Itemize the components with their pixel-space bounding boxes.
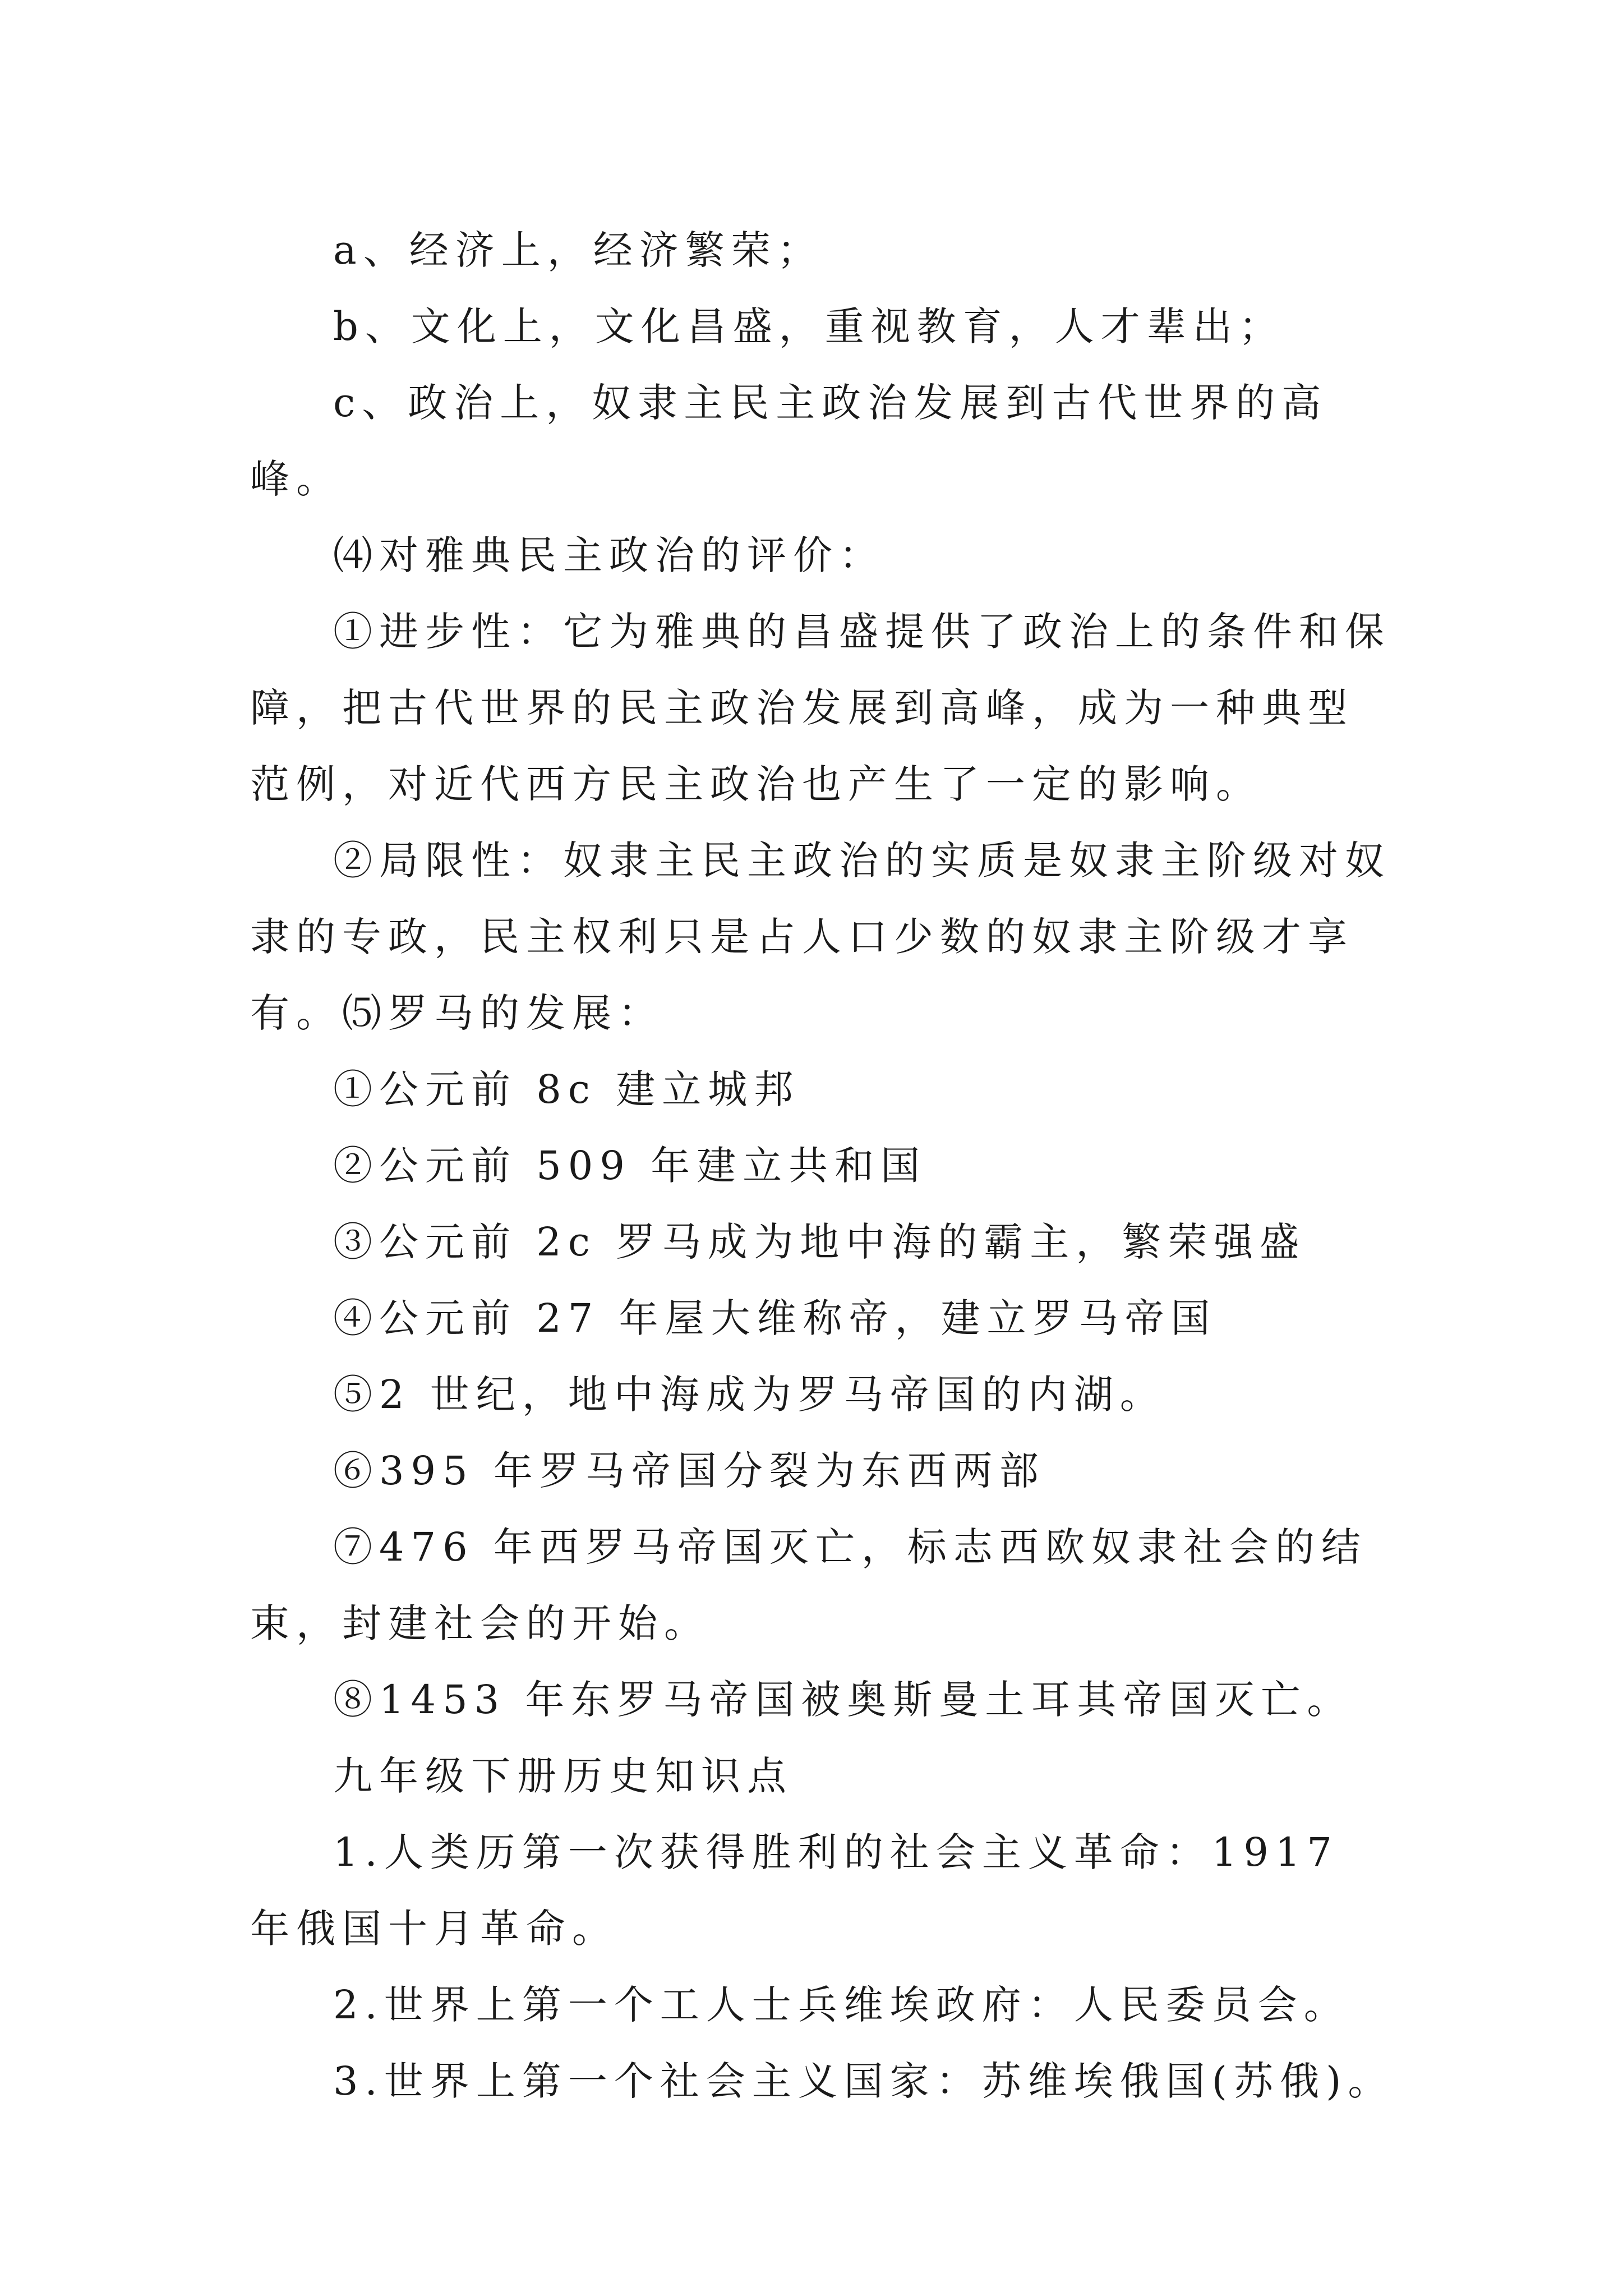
paragraph-politics: c、政治上，奴隶主民主政治发展到古代世界的高峰。 bbox=[250, 380, 1328, 502]
document-body bbox=[250, 212, 1394, 2119]
paragraph-culture: b、文化上，文化昌盛，重视教育，人才辈出； bbox=[333, 303, 1285, 349]
list-item-rome-5: ⑤2 世纪，地中海成为罗马帝国的内湖。 bbox=[333, 1372, 1166, 1418]
paragraph-economy: a、经济上，经济繁荣； bbox=[333, 227, 823, 273]
paragraph-limitations: ②局限性：奴隶主民主政治的实质是奴隶主阶级对奴隶的专政，民主权利只是占人口少数的奴隶主阶级才享有。⑸罗马的发展： bbox=[250, 838, 1391, 1036]
list-item-rome-6: ⑥395 年罗马帝国分裂为东西两部 bbox=[333, 1448, 1045, 1494]
knowledge-point-1: 1.人类历第一次获得胜利的社会主义革命：1917 年俄国十月革命。 bbox=[250, 1829, 1339, 1952]
list-item-rome-4: ④公元前 27 年屋大维称帝，建立罗马帝国 bbox=[333, 1295, 1217, 1341]
list-item-rome-7: ⑦476 年西罗马帝国灭亡，标志西欧奴隶社会的结束，封建社会的开始。 bbox=[250, 1524, 1367, 1646]
list-item-rome-8: ⑧1453 年东罗马帝国被奥斯曼土耳其帝国灭亡。 bbox=[333, 1677, 1353, 1723]
knowledge-point-2: 2.世界上第一个工人士兵维埃政府：人民委员会。 bbox=[333, 1982, 1350, 2028]
paragraph-progressiveness: ①进步性：它为雅典的昌盛提供了政治上的条件和保障，把古代世界的民主政治发展到高峰，成为一种典型范例，对近代西方民主政治也产生了一定的影响。 bbox=[250, 609, 1391, 807]
list-item-rome-3: ③公元前 2c 罗马成为地中海的霸主，繁荣强盛 bbox=[333, 1219, 1306, 1265]
knowledge-point-3: 3.世界上第一个社会主义国家：苏维埃俄国(苏俄)。 bbox=[333, 2058, 1394, 2104]
paragraph-evaluation-heading: ⑷对雅典民主政治的评价： bbox=[333, 532, 885, 578]
list-item-rome-2: ②公元前 509 年建立共和国 bbox=[333, 1143, 927, 1189]
list-item-rome-1: ①公元前 8c 建立城邦 bbox=[333, 1066, 800, 1112]
section-heading: 九年级下册历史知识点 bbox=[333, 1753, 793, 1799]
